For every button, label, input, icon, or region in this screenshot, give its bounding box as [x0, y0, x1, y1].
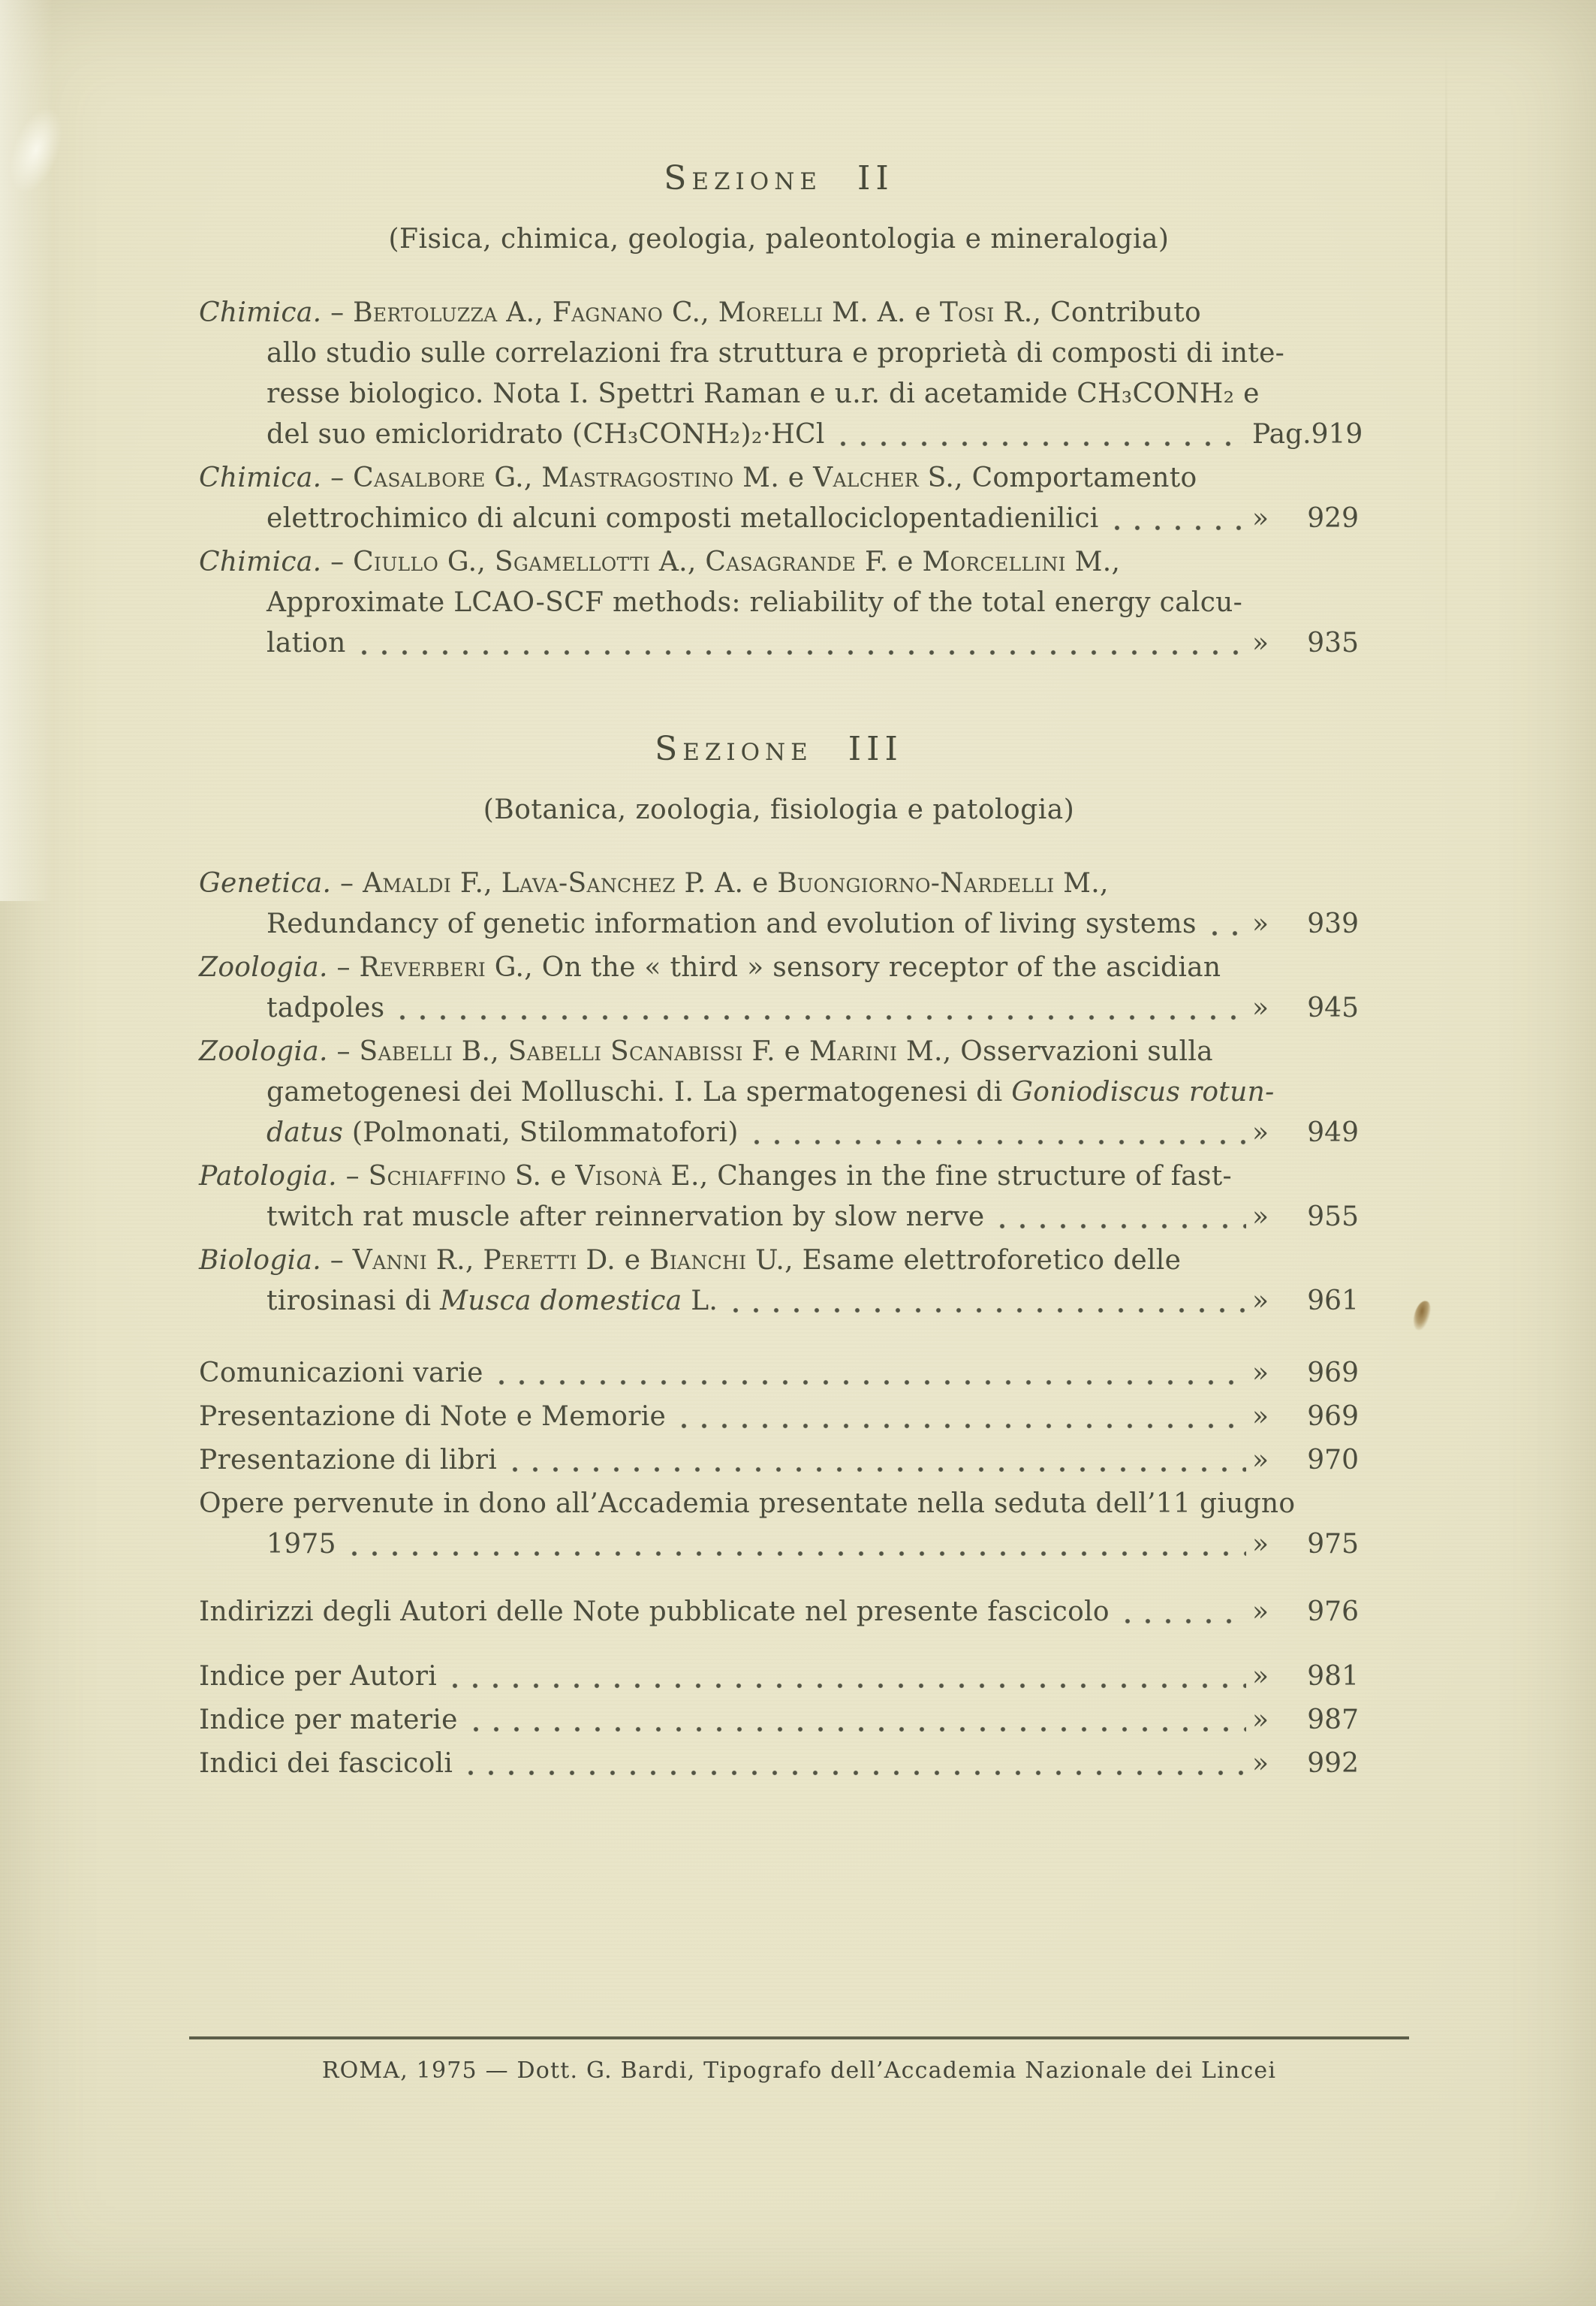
line-text	[199, 1353, 483, 1394]
line-text	[199, 1245, 1181, 1276]
text-run: Casalbore G., Mastragostino M.	[353, 463, 780, 493]
text-run: tadpoles	[267, 993, 385, 1023]
text-run: –	[336, 1161, 369, 1192]
dot-leader	[398, 1013, 1246, 1022]
page-column	[1252, 623, 1359, 664]
text-run: On the « third » sensory receptor of the ascidian	[533, 952, 1221, 983]
toc-line	[267, 988, 1252, 1029]
page-number: 975	[1307, 1529, 1359, 1560]
page-label: »	[1252, 1705, 1269, 1735]
text-run: Genetica.	[199, 868, 332, 899]
dot-leader	[1113, 523, 1246, 532]
toc-entry	[199, 1156, 1359, 1237]
section-subtitle: (Fisica, chimica, geologia, paleontologia e mineralogia)	[388, 224, 1170, 255]
text-run: Visonà E.,	[575, 1161, 709, 1192]
toc-line	[199, 542, 1252, 583]
line-text	[267, 904, 1197, 945]
text-run: Indirizzi degli Autori delle Note pubblicate nel presente fascicolo	[199, 1596, 1110, 1627]
text-run: Chimica.	[199, 547, 322, 577]
entry-list	[199, 1353, 1359, 1565]
entry-lines	[199, 1592, 1252, 1632]
page-column	[1252, 1353, 1359, 1394]
toc-line	[267, 1072, 1275, 1113]
toc-line	[267, 414, 1252, 455]
toc-line	[267, 623, 1252, 664]
line-text	[267, 378, 1260, 409]
page-column	[1252, 1700, 1359, 1741]
line-text	[199, 1700, 458, 1741]
text-run: Opere pervenute in dono all’Accademia presentate nella seduta dell’11 giugno	[199, 1488, 1296, 1519]
page-column	[1252, 904, 1359, 945]
line-text	[267, 414, 825, 455]
line-text	[267, 988, 384, 1029]
text-run: –	[321, 1245, 353, 1276]
page-number: 955	[1307, 1201, 1359, 1232]
paper-scuff-patch	[0, 100, 73, 200]
toc-line	[199, 1484, 1296, 1524]
entry-lines	[199, 1440, 1252, 1481]
text-run: gametogenesi dei Molluschi. I. La spermatogenesi di	[267, 1077, 1012, 1108]
text-run: Goniodiscus rotun-	[1011, 1077, 1275, 1108]
text-run: (Polmonati, Stilommatofori)	[343, 1117, 739, 1148]
toc-line	[267, 374, 1260, 414]
page-number: 969	[1307, 1401, 1359, 1432]
line-text	[199, 1161, 1232, 1192]
line-text	[199, 297, 1201, 328]
dot-leader	[510, 1465, 1246, 1474]
text-run: –	[327, 1036, 360, 1067]
entry-lines	[199, 1397, 1252, 1437]
text-run: Amaldi F., Lava-Sanchez P. A.	[363, 868, 744, 899]
page-column	[1252, 1197, 1359, 1237]
text-run: Biologia.	[199, 1245, 321, 1276]
page-label: »	[1252, 1117, 1269, 1148]
page-label: »	[1252, 1661, 1269, 1692]
line-text	[267, 623, 346, 664]
text-run: e	[743, 868, 778, 899]
text-run: Chimica.	[199, 463, 322, 493]
page-number: 945	[1307, 993, 1359, 1023]
text-run: Presentazione di libri	[199, 1445, 498, 1476]
page-label: »	[1252, 909, 1269, 939]
page-number: 969	[1307, 1358, 1359, 1388]
toc-line	[199, 293, 1252, 333]
line-text	[267, 1524, 336, 1565]
text-run: e	[888, 547, 923, 577]
page-label: Pag.	[1252, 419, 1311, 450]
line-text	[267, 499, 1099, 539]
toc-entry	[199, 1700, 1359, 1741]
text-run: Indice per materie	[199, 1705, 458, 1735]
text-run: –	[331, 868, 363, 899]
toc-entry	[199, 948, 1359, 1029]
toc-entry	[199, 1032, 1359, 1153]
text-run: Bertoluzza A., Fagnano C., Morelli M. A.	[353, 297, 906, 328]
text-run: Changes in the fine structure of fast-	[708, 1161, 1232, 1192]
text-run: Patologia.	[199, 1161, 337, 1192]
toc-line	[199, 1700, 1252, 1741]
text-run: Zoologia.	[199, 952, 328, 983]
page-label: »	[1252, 503, 1269, 534]
toc-line	[199, 1240, 1252, 1281]
dot-leader	[1210, 929, 1246, 938]
page-label: »	[1252, 1358, 1269, 1388]
text-run: Tosi R.,	[939, 297, 1042, 328]
page-column	[1252, 1656, 1359, 1697]
text-run: lation	[267, 628, 346, 659]
line-text	[267, 587, 1242, 618]
toc-entry	[199, 458, 1359, 539]
toc-entry	[199, 1656, 1359, 1697]
dot-leader	[497, 1378, 1246, 1387]
line-text	[267, 1197, 984, 1237]
toc-line	[199, 1592, 1252, 1632]
paper-crease	[1445, 45, 1447, 721]
footer-rule	[189, 2036, 1409, 2039]
text-run: Comportamento	[962, 463, 1197, 493]
dot-leader	[360, 648, 1246, 657]
page-label: »	[1252, 1201, 1269, 1232]
text-run: Valcher S.,	[813, 463, 963, 493]
toc-line	[267, 333, 1285, 374]
toc-entry	[199, 1440, 1359, 1481]
text-run: elettrochimico di alcuni composti metallociclopentadienilici	[267, 503, 1099, 534]
toc-section-3	[199, 1353, 1359, 1565]
text-run: del suo emicloridrato (CH₃CONH₂)₂·HCl	[267, 419, 825, 450]
entry-list	[199, 1656, 1359, 1784]
toc-entry	[199, 1397, 1359, 1437]
text-run: 1975	[267, 1529, 336, 1560]
page-number: 929	[1307, 503, 1359, 534]
toc-entry	[199, 1240, 1359, 1322]
text-run: Contributo	[1041, 297, 1201, 328]
toc-section-2	[199, 730, 1359, 1322]
toc-entry	[199, 293, 1363, 455]
page-label: »	[1252, 993, 1269, 1023]
text-run: Musca domestica	[440, 1286, 682, 1316]
page-label: »	[1252, 1445, 1269, 1476]
toc-line	[199, 1032, 1252, 1072]
entry-lines	[199, 1032, 1275, 1153]
dot-leader	[998, 1222, 1246, 1231]
toc-entry	[199, 542, 1359, 664]
text-run: Indice per Autori	[199, 1661, 438, 1692]
toc-line	[267, 583, 1252, 623]
page-column	[1252, 499, 1359, 539]
toc-section-5	[199, 1656, 1359, 1784]
text-run: Osservazioni sulla	[951, 1036, 1213, 1067]
toc-line	[199, 1656, 1252, 1697]
entry-lines	[199, 1656, 1252, 1697]
text-run: Morcellini M.,	[922, 547, 1121, 577]
toc-line	[199, 948, 1252, 988]
line-text	[267, 1077, 1275, 1108]
text-run: Bianchi U.,	[649, 1245, 793, 1276]
toc-line	[267, 1281, 1252, 1322]
page-number: 935	[1307, 628, 1359, 659]
line-text	[199, 547, 1120, 577]
text-run: tirosinasi di	[267, 1286, 441, 1316]
text-run: Vanni R., Peretti D.	[352, 1245, 616, 1276]
entry-lines	[199, 542, 1252, 664]
page-column	[1252, 1440, 1359, 1481]
page-label: »	[1252, 1401, 1269, 1432]
entry-lines	[199, 1240, 1252, 1322]
page-column	[1252, 1524, 1359, 1565]
page-number: 976	[1307, 1596, 1359, 1627]
text-run: e	[541, 1161, 576, 1192]
entry-list	[199, 864, 1359, 1322]
text-run: Schiaffino S.	[368, 1161, 542, 1192]
line-text	[267, 1281, 718, 1322]
page-column	[1252, 1744, 1359, 1784]
text-run: Presentazione di Note e Memorie	[199, 1401, 667, 1432]
text-run: Sabelli B., Sabelli Scanabissi F.	[359, 1036, 775, 1067]
text-run: –	[321, 463, 354, 493]
dot-leader	[1123, 1617, 1246, 1626]
toc-line	[267, 1113, 1252, 1153]
entry-list	[199, 1592, 1359, 1632]
entry-lines	[199, 1484, 1296, 1565]
page-number: 987	[1307, 1705, 1359, 1735]
line-text	[199, 463, 1197, 493]
entry-lines	[199, 458, 1252, 539]
toc	[199, 159, 1363, 1784]
dot-leader	[350, 1549, 1246, 1558]
text-run: e	[775, 1036, 809, 1067]
page-label: »	[1252, 1748, 1269, 1779]
text-run: Esame elettroforetico delle	[793, 1245, 1182, 1276]
page-number: 970	[1307, 1445, 1359, 1476]
toc-line	[199, 1353, 1252, 1394]
line-text	[199, 1488, 1295, 1519]
page-label: »	[1252, 1529, 1269, 1560]
dot-leader	[471, 1725, 1246, 1734]
text-run: Buongiorno-Nardelli M.,	[777, 868, 1109, 899]
dot-leader	[450, 1681, 1246, 1690]
page-number: 961	[1307, 1286, 1359, 1316]
toc-line	[267, 499, 1252, 539]
line-text	[199, 1656, 437, 1697]
text-run: –	[321, 547, 354, 577]
toc-entry	[199, 1744, 1359, 1784]
page-label: »	[1252, 628, 1269, 659]
toc-entry	[199, 1353, 1359, 1394]
line-text	[267, 1113, 739, 1153]
text-run: Comunicazioni varie	[199, 1358, 483, 1388]
page-column	[1252, 988, 1359, 1029]
text-run: allo studio sulle correlazioni fra struttura e proprietà di composti di inte-	[267, 338, 1285, 369]
text-run: Chimica.	[199, 297, 322, 328]
toc-line	[199, 1156, 1252, 1197]
toc-line	[199, 1397, 1252, 1437]
page-number: 939	[1307, 909, 1359, 939]
text-run: twitch rat muscle after reinnervation by slow nerve	[267, 1201, 985, 1232]
toc-line	[199, 864, 1252, 904]
text-run: e	[616, 1245, 650, 1276]
text-run: Indici dei fascicoli	[199, 1748, 453, 1779]
toc-line	[199, 1744, 1252, 1784]
text-run: resse biologico. Nota I. Spettri Raman e u.r. di acetamide CH₃CONH₂ e	[267, 378, 1260, 409]
page-label: »	[1252, 1286, 1269, 1316]
text-run: e	[905, 297, 940, 328]
toc-line	[267, 904, 1252, 945]
line-text	[199, 1397, 666, 1437]
line-text	[199, 1440, 497, 1481]
toc-line	[199, 1440, 1252, 1481]
text-run: datus	[267, 1117, 344, 1148]
text-run: Redundancy of genetic information and evolution of living systems	[267, 909, 1197, 939]
entry-lines	[199, 1744, 1252, 1784]
section-subtitle: (Botanica, zoologia, fisiologia e patologia)	[483, 794, 1075, 825]
text-run: –	[321, 297, 354, 328]
dot-leader	[752, 1138, 1246, 1147]
page-column	[1252, 414, 1363, 455]
line-text	[267, 338, 1284, 369]
page-label: »	[1252, 1596, 1269, 1627]
text-run: Reverberi G.,	[359, 952, 534, 983]
toc-line	[267, 1197, 1252, 1237]
paper-stain	[1411, 1299, 1432, 1331]
text-run: –	[327, 952, 360, 983]
dot-leader	[466, 1768, 1246, 1777]
page-number: 949	[1307, 1117, 1359, 1148]
section-heading: Sezione III	[655, 730, 903, 768]
footer	[189, 2036, 1409, 2086]
toc-line	[267, 1524, 1252, 1565]
entry-lines	[199, 1353, 1252, 1394]
page-number: 992	[1307, 1748, 1359, 1779]
page-number: 919	[1311, 419, 1363, 450]
page-number: 981	[1307, 1661, 1359, 1692]
page-column	[1252, 1113, 1359, 1153]
text-run: L.	[682, 1286, 718, 1316]
line-text	[199, 952, 1221, 983]
text-run: Zoologia.	[199, 1036, 328, 1067]
toc-section-1	[199, 159, 1363, 664]
text-run: Approximate LCAO-SCF methods: reliability of the total energy calcu-	[267, 587, 1243, 618]
text-run: Marini M.,	[809, 1036, 952, 1067]
line-text	[199, 1744, 453, 1784]
dot-leader	[839, 439, 1246, 448]
entry-lines	[199, 1700, 1252, 1741]
entry-lines	[199, 948, 1252, 1029]
entry-lines	[199, 864, 1252, 945]
toc-entry	[199, 864, 1359, 945]
text-run: Ciullo G., Sgamellotti A., Casagrande F.	[353, 547, 889, 577]
imprint-line: ROMA, 1975 — Dott. G. Bardi, Tipografo dell’Accademia Nazionale dei Lincei	[321, 2057, 1277, 2084]
line-text	[199, 868, 1109, 899]
page-column	[1252, 1397, 1359, 1437]
toc-entry	[199, 1592, 1359, 1632]
entry-list	[199, 293, 1363, 664]
entry-lines	[199, 1156, 1252, 1237]
line-text	[199, 1036, 1213, 1067]
toc-line	[199, 458, 1252, 499]
toc-section-4	[199, 1592, 1359, 1632]
page-column	[1252, 1592, 1359, 1632]
line-text	[199, 1592, 1110, 1632]
toc-entry	[199, 1484, 1359, 1565]
section-heading: Sezione II	[664, 159, 894, 197]
dot-leader	[679, 1421, 1246, 1430]
text-run: e	[779, 463, 814, 493]
page-column	[1252, 1281, 1359, 1322]
dot-leader	[731, 1306, 1246, 1315]
